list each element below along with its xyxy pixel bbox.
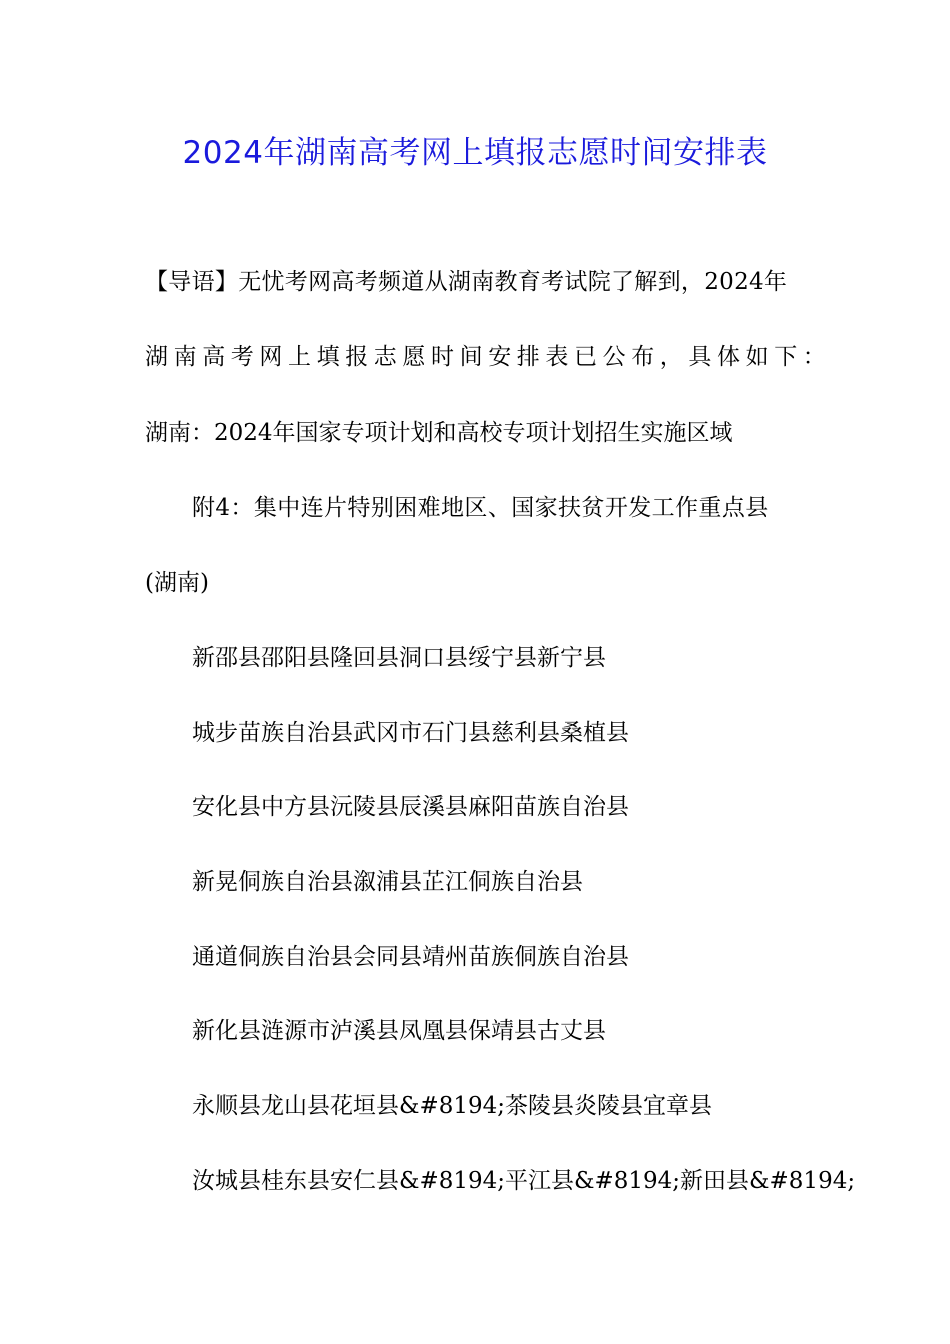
county-list-line: 城步苗族自治县武冈市石门县慈利县桑植县 [192, 720, 629, 746]
appendix-heading-line-2: (湖南) [145, 570, 209, 596]
hunan-region-heading: 湖南：2024年国家专项计划和高校专项计划招生实施区域 [145, 420, 733, 446]
county-list-line: 安化县中方县沅陵县辰溪县麻阳苗族自治县 [192, 794, 629, 820]
intro-paragraph-line-2: 湖南高考网上填报志愿时间安排表已公布，具体如下： [145, 344, 832, 370]
intro-paragraph-line-1: 【导语】无忧考网高考频道从湖南教育考试院了解到，2024年 [145, 269, 788, 295]
document-title: 2024年湖南高考网上填报志愿时间安排表 [182, 135, 768, 171]
county-list-line: 通道侗族自治县会同县靖州苗族侗族自治县 [192, 944, 629, 970]
appendix-heading-line-1: 附4：集中连片特别困难地区、国家扶贫开发工作重点县 [192, 495, 769, 521]
county-list-line: 新化县涟源市泸溪县凤凰县保靖县古丈县 [192, 1018, 606, 1044]
county-list-line: 永顺县龙山县花垣县&#8194;茶陵县炎陵县宜章县 [192, 1093, 713, 1119]
county-list-line: 汝城县桂东县安仁县&#8194;平江县&#8194;新田县&#8194; [192, 1168, 856, 1194]
county-list-line: 新晃侗族自治县溆浦县芷江侗族自治县 [192, 869, 583, 895]
county-list-line: 新邵县邵阳县隆回县洞口县绥宁县新宁县 [192, 645, 606, 671]
